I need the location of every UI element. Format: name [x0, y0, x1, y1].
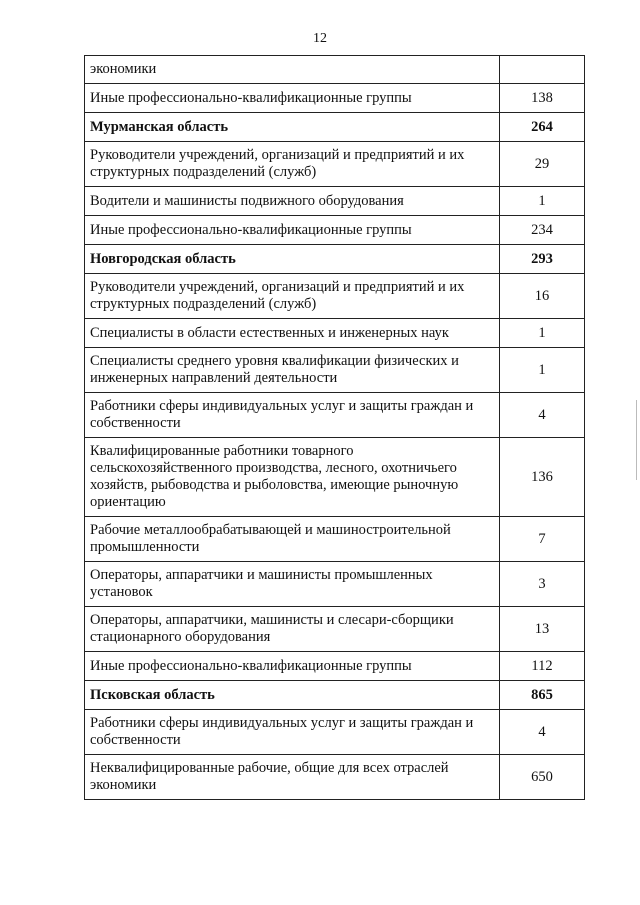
table-row	[85, 562, 585, 607]
count-cell: 1	[500, 348, 585, 393]
count-cell: 1	[500, 319, 585, 348]
table-row	[85, 755, 585, 800]
region-total-cell: 264	[500, 113, 585, 142]
region-name-cell: Новгородская область	[85, 245, 500, 274]
scan-artifact	[636, 400, 637, 480]
table-row	[85, 274, 585, 319]
occupation-name-cell: Работники сферы индивидуальных услуг и защиты граждан и собственности	[85, 393, 500, 438]
table-row	[85, 393, 585, 438]
table-row	[85, 710, 585, 755]
count-cell: 136	[500, 438, 585, 517]
occupation-name-cell: Операторы, аппаратчики, машинисты и слесари-сборщики стационарного оборудования	[85, 607, 500, 652]
occupation-name-cell: Руководители учреждений, организаций и предприятий и их структурных подразделений (служб)	[85, 142, 500, 187]
count-cell: 13	[500, 607, 585, 652]
count-cell: 1	[500, 187, 585, 216]
count-cell: 138	[500, 84, 585, 113]
count-cell: 16	[500, 274, 585, 319]
count-cell	[500, 56, 585, 84]
table-row	[85, 319, 585, 348]
occupation-name-cell: Иные профессионально-квалификационные группы	[85, 216, 500, 245]
table-row	[85, 348, 585, 393]
occupation-name-cell: экономики	[85, 56, 500, 84]
page-number: 12	[313, 31, 327, 46]
table-row	[85, 438, 585, 517]
count-cell: 7	[500, 517, 585, 562]
region-row	[85, 245, 585, 274]
occupation-name-cell: Иные профессионально-квалификационные группы	[85, 84, 500, 113]
occupation-name-cell: Водители и машинисты подвижного оборудования	[85, 187, 500, 216]
count-cell: 4	[500, 393, 585, 438]
table-row	[85, 187, 585, 216]
table-row	[85, 607, 585, 652]
region-row	[85, 681, 585, 710]
occupation-name-cell: Квалифицированные работники товарного сельскохозяйственного производства, лесного, охотничьего хозяйств, рыбоводства и рыболовства, имеющие рыночную ориентацию	[85, 438, 500, 517]
region-total-cell: 865	[500, 681, 585, 710]
occupation-name-cell: Иные профессионально-квалификационные группы	[85, 652, 500, 681]
table-body	[85, 56, 585, 800]
occupation-name-cell: Специалисты в области естественных и инженерных наук	[85, 319, 500, 348]
region-total-cell: 293	[500, 245, 585, 274]
table-row	[85, 84, 585, 113]
region-name-cell: Псковская область	[85, 681, 500, 710]
count-cell: 3	[500, 562, 585, 607]
count-cell: 234	[500, 216, 585, 245]
occupation-name-cell: Неквалифицированные рабочие, общие для всех отраслей экономики	[85, 755, 500, 800]
occupation-name-cell: Работники сферы индивидуальных услуг и защиты граждан и собственности	[85, 710, 500, 755]
table-row	[85, 216, 585, 245]
count-cell: 650	[500, 755, 585, 800]
occupation-name-cell: Специалисты среднего уровня квалификации физических и инженерных направлений деятельности	[85, 348, 500, 393]
table-row	[85, 142, 585, 187]
table-row	[85, 517, 585, 562]
occupation-name-cell: Рабочие металлообрабатывающей и машиностроительной промышленности	[85, 517, 500, 562]
table-row	[85, 56, 585, 84]
count-cell: 4	[500, 710, 585, 755]
occupation-name-cell: Операторы, аппаратчики и машинисты промышленных установок	[85, 562, 500, 607]
occupation-table	[84, 55, 585, 800]
table-row	[85, 652, 585, 681]
count-cell: 29	[500, 142, 585, 187]
count-cell: 112	[500, 652, 585, 681]
region-row	[85, 113, 585, 142]
region-name-cell: Мурманская область	[85, 113, 500, 142]
occupation-name-cell: Руководители учреждений, организаций и предприятий и их структурных подразделений (служб)	[85, 274, 500, 319]
